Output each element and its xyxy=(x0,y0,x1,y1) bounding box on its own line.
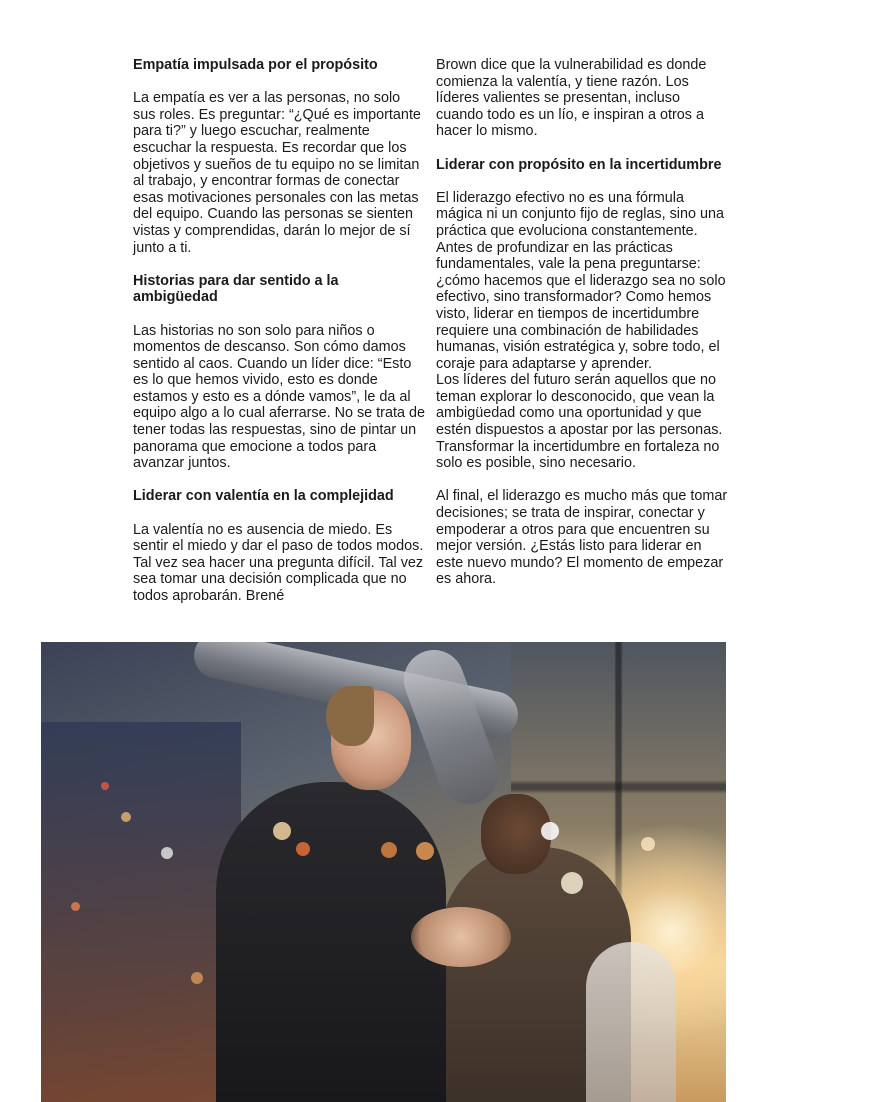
bokeh-dot xyxy=(641,837,655,851)
bokeh-dot xyxy=(161,847,173,859)
bokeh-dot xyxy=(273,822,291,840)
paragraph-spacer xyxy=(133,256,425,273)
paragraph-spacer xyxy=(436,472,728,489)
paragraph-spacer xyxy=(133,505,425,522)
article-column-right xyxy=(436,57,728,588)
section-heading: Liderar con propósito en la incertidumbre xyxy=(436,156,722,173)
photo-man-head xyxy=(481,794,551,874)
photo-person-background xyxy=(586,942,676,1102)
bokeh-dot xyxy=(71,902,80,911)
bokeh-dot xyxy=(561,872,583,894)
photo-woman-hands xyxy=(411,907,511,967)
section-heading: Empatía impulsada por el propósito xyxy=(133,57,378,73)
article-column-left xyxy=(133,57,425,605)
paragraph-spacer xyxy=(436,140,728,157)
bokeh-dot xyxy=(541,822,559,840)
body-paragraph: Brown dice que la vulnerabilidad es donde comienza la valentía, y tiene razón. Los líderes valientes se presentan, incluso cuando todo es un lío, e inspiran a otros a hacer lo mismo. xyxy=(436,57,707,140)
paragraph-spacer xyxy=(133,472,425,489)
body-paragraph: Al final, el liderazgo es mucho más que tomar decisiones; se trata de inspirar, conectar y empoderar a otros para que encuentren su mejor versión. ¿Estás listo para liderar en este nuevo mundo? El momento de empezar es ahora. xyxy=(436,488,728,588)
bokeh-dot xyxy=(381,842,397,858)
section-heading: Liderar con valentía en la complejidad xyxy=(133,488,394,505)
paragraph-spacer xyxy=(436,173,728,190)
paragraph-spacer xyxy=(133,74,425,91)
bokeh-dot xyxy=(416,842,434,860)
body-paragraph: Las historias no son solo para niños o momentos de descanso. Son cómo damos sentido al caos. Cuando un líder dice: “Esto es lo que hemos vivido, esto es donde estamos y esto es a dónde vamos”, le da al equipo algo a lo cual aferrarse. No se trata de tener todas las respuestas, sino de pintar un panorama que emocione a todos para avanzar juntos. xyxy=(133,322,425,472)
body-paragraph: El liderazgo efectivo no es una fórmula mágica ni un conjunto fijo de reglas, sino una práctica que evoluciona constantemente. Antes de profundizar en las prácticas fundamentales, vale la pena preguntarse: ¿cómo hacemos que el liderazgo sea no solo efectivo, sino transformador? Como hemos visto, liderar en tiempos de incertidumbre requiere una combinación de habilidades humanas, visión estratégica y, sobre todo, el coraje para adaptarse y aprender. xyxy=(436,189,726,372)
photo-woman-hair xyxy=(326,686,374,746)
body-paragraph: La valentía no es ausencia de miedo. Es sentir el miedo y dar el paso de todos modos. Tal vez sea hacer una pregunta difícil. Tal vez sea tomar una decisión complicada que no todos aprobarán. Brené xyxy=(133,521,424,604)
photo-city-lights xyxy=(41,722,241,1102)
team-photo xyxy=(41,642,726,1102)
body-paragraph: Los líderes del futuro serán aquellos que no teman explorar lo desconocido, que vean la ambigüedad como una oportunidad y que estén dispuestos a apostar por las personas. Transformar la incertidumbre en fortaleza no solo es posible, sino necesario. xyxy=(436,372,723,472)
bokeh-dot xyxy=(101,782,109,790)
bokeh-dot xyxy=(191,972,203,984)
bokeh-dot xyxy=(121,812,131,822)
body-paragraph: La empatía es ver a las personas, no solo sus roles. Es preguntar: “¿Qué es importante para ti?” y luego escuchar, realmente escuchar la respuesta. Es recordar que los objetivos y sueños de tu equipo no se limitan al trabajo, y encontrar formas de conectar esas motivaciones personales con las metas del equipo. Cuando las personas se sienten vistas y comprendidas, darán lo mejor de sí junto a ti. xyxy=(133,90,421,256)
bokeh-dot xyxy=(296,842,310,856)
section-heading: Historias para dar sentido a la ambigüedad xyxy=(133,272,339,306)
paragraph-spacer xyxy=(133,306,425,323)
